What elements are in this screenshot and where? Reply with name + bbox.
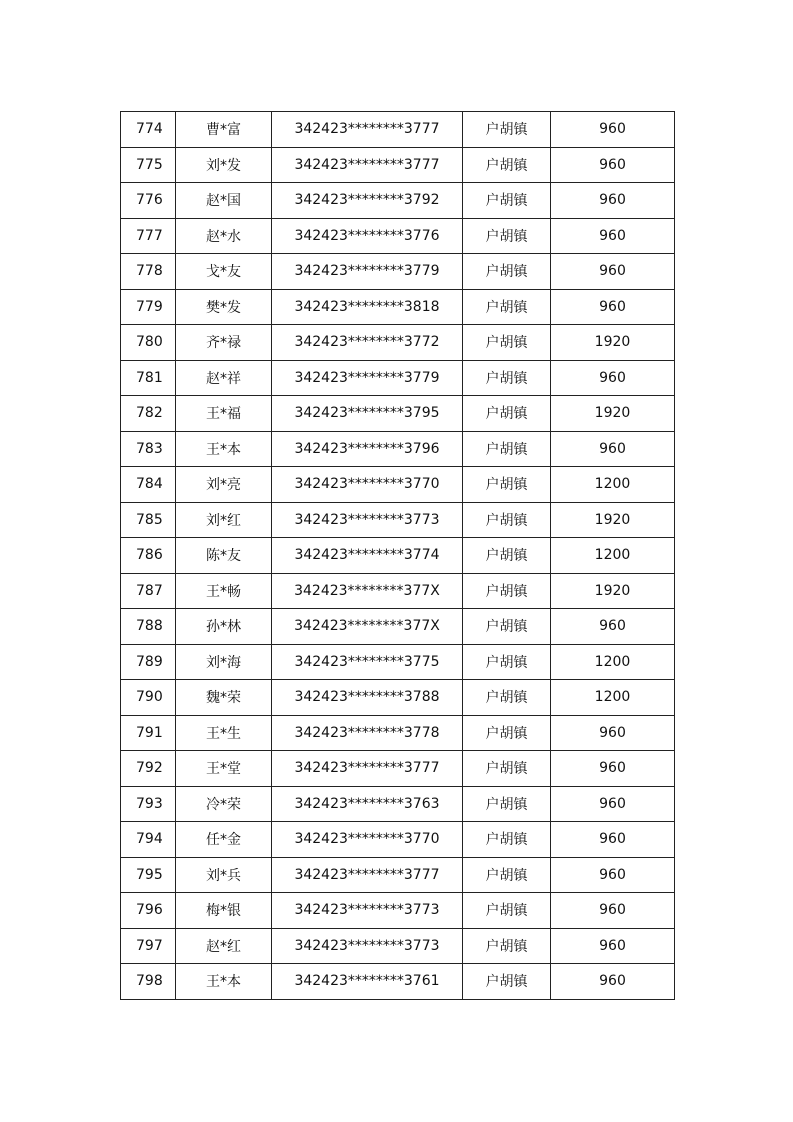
subsidy-table — [120, 111, 675, 1000]
amount-cell: 960 — [551, 112, 675, 148]
name-cell: 冷*荣 — [176, 786, 272, 822]
id-number-cell: 342423********3761 — [272, 964, 463, 1000]
row-number-cell: 777 — [121, 218, 176, 254]
id-number-cell: 342423********3779 — [272, 360, 463, 396]
id-number-cell: 342423********3792 — [272, 183, 463, 219]
row-number-cell: 795 — [121, 857, 176, 893]
id-number-cell: 342423********3779 — [272, 254, 463, 290]
amount-cell: 960 — [551, 289, 675, 325]
name-cell: 赵*红 — [176, 928, 272, 964]
row-number-cell: 791 — [121, 715, 176, 751]
town-cell: 户胡镇 — [463, 964, 551, 1000]
name-cell: 王*本 — [176, 964, 272, 1000]
table-row — [121, 431, 675, 467]
amount-cell: 1920 — [551, 325, 675, 361]
id-number-cell: 342423********3777 — [272, 751, 463, 787]
town-cell: 户胡镇 — [463, 254, 551, 290]
town-cell: 户胡镇 — [463, 147, 551, 183]
table-row — [121, 147, 675, 183]
town-cell: 户胡镇 — [463, 325, 551, 361]
name-cell: 戈*友 — [176, 254, 272, 290]
table-row — [121, 609, 675, 645]
name-cell: 王*本 — [176, 431, 272, 467]
town-cell: 户胡镇 — [463, 644, 551, 680]
town-cell: 户胡镇 — [463, 786, 551, 822]
table-row — [121, 183, 675, 219]
name-cell: 赵*水 — [176, 218, 272, 254]
town-cell: 户胡镇 — [463, 715, 551, 751]
id-number-cell: 342423********3770 — [272, 467, 463, 503]
name-cell: 王*福 — [176, 396, 272, 432]
id-number-cell: 342423********3770 — [272, 822, 463, 858]
town-cell: 户胡镇 — [463, 360, 551, 396]
name-cell: 魏*荣 — [176, 680, 272, 716]
name-cell: 任*金 — [176, 822, 272, 858]
table-row — [121, 857, 675, 893]
id-number-cell: 342423********3796 — [272, 431, 463, 467]
amount-cell: 960 — [551, 431, 675, 467]
table-row — [121, 751, 675, 787]
amount-cell: 960 — [551, 183, 675, 219]
town-cell: 户胡镇 — [463, 893, 551, 929]
table-body — [121, 112, 675, 1000]
amount-cell: 960 — [551, 218, 675, 254]
town-cell: 户胡镇 — [463, 680, 551, 716]
name-cell: 陈*友 — [176, 538, 272, 574]
row-number-cell: 793 — [121, 786, 176, 822]
name-cell: 刘*兵 — [176, 857, 272, 893]
town-cell: 户胡镇 — [463, 218, 551, 254]
town-cell: 户胡镇 — [463, 928, 551, 964]
amount-cell: 960 — [551, 893, 675, 929]
town-cell: 户胡镇 — [463, 431, 551, 467]
row-number-cell: 776 — [121, 183, 176, 219]
town-cell: 户胡镇 — [463, 502, 551, 538]
amount-cell: 1920 — [551, 573, 675, 609]
amount-cell: 960 — [551, 786, 675, 822]
row-number-cell: 783 — [121, 431, 176, 467]
id-number-cell: 342423********377X — [272, 609, 463, 645]
row-number-cell: 787 — [121, 573, 176, 609]
name-cell: 王*堂 — [176, 751, 272, 787]
table-row — [121, 502, 675, 538]
id-number-cell: 342423********3776 — [272, 218, 463, 254]
name-cell: 刘*海 — [176, 644, 272, 680]
row-number-cell: 774 — [121, 112, 176, 148]
amount-cell: 1200 — [551, 644, 675, 680]
name-cell: 刘*亮 — [176, 467, 272, 503]
amount-cell: 960 — [551, 609, 675, 645]
row-number-cell: 779 — [121, 289, 176, 325]
table-row — [121, 254, 675, 290]
row-number-cell: 797 — [121, 928, 176, 964]
id-number-cell: 342423********3795 — [272, 396, 463, 432]
table-row — [121, 289, 675, 325]
table-row — [121, 396, 675, 432]
amount-cell: 1200 — [551, 467, 675, 503]
amount-cell: 1200 — [551, 538, 675, 574]
table-row — [121, 644, 675, 680]
id-number-cell: 342423********3763 — [272, 786, 463, 822]
id-number-cell: 342423********3772 — [272, 325, 463, 361]
row-number-cell: 781 — [121, 360, 176, 396]
name-cell: 赵*国 — [176, 183, 272, 219]
table-row — [121, 715, 675, 751]
table-row — [121, 112, 675, 148]
row-number-cell: 782 — [121, 396, 176, 432]
town-cell: 户胡镇 — [463, 112, 551, 148]
id-number-cell: 342423********3773 — [272, 893, 463, 929]
name-cell: 刘*红 — [176, 502, 272, 538]
table-row — [121, 964, 675, 1000]
amount-cell: 960 — [551, 964, 675, 1000]
town-cell: 户胡镇 — [463, 822, 551, 858]
row-number-cell: 775 — [121, 147, 176, 183]
row-number-cell: 778 — [121, 254, 176, 290]
name-cell: 梅*银 — [176, 893, 272, 929]
id-number-cell: 342423********3773 — [272, 928, 463, 964]
amount-cell: 960 — [551, 751, 675, 787]
name-cell: 王*生 — [176, 715, 272, 751]
town-cell: 户胡镇 — [463, 289, 551, 325]
amount-cell: 960 — [551, 147, 675, 183]
town-cell: 户胡镇 — [463, 467, 551, 503]
row-number-cell: 785 — [121, 502, 176, 538]
row-number-cell: 796 — [121, 893, 176, 929]
amount-cell: 960 — [551, 822, 675, 858]
id-number-cell: 342423********377X — [272, 573, 463, 609]
amount-cell: 1920 — [551, 396, 675, 432]
id-number-cell: 342423********3774 — [272, 538, 463, 574]
amount-cell: 1920 — [551, 502, 675, 538]
name-cell: 赵*祥 — [176, 360, 272, 396]
id-number-cell: 342423********3773 — [272, 502, 463, 538]
table-row — [121, 360, 675, 396]
town-cell: 户胡镇 — [463, 857, 551, 893]
amount-cell: 960 — [551, 857, 675, 893]
id-number-cell: 342423********3788 — [272, 680, 463, 716]
id-number-cell: 342423********3775 — [272, 644, 463, 680]
table-row — [121, 786, 675, 822]
table-row — [121, 573, 675, 609]
name-cell: 齐*禄 — [176, 325, 272, 361]
row-number-cell: 786 — [121, 538, 176, 574]
amount-cell: 960 — [551, 715, 675, 751]
town-cell: 户胡镇 — [463, 609, 551, 645]
table-row — [121, 467, 675, 503]
id-number-cell: 342423********3777 — [272, 112, 463, 148]
amount-cell: 1200 — [551, 680, 675, 716]
table-row — [121, 325, 675, 361]
row-number-cell: 798 — [121, 964, 176, 1000]
table-row — [121, 218, 675, 254]
amount-cell: 960 — [551, 360, 675, 396]
name-cell: 王*畅 — [176, 573, 272, 609]
table-row — [121, 893, 675, 929]
table-row — [121, 680, 675, 716]
name-cell: 刘*发 — [176, 147, 272, 183]
town-cell: 户胡镇 — [463, 573, 551, 609]
name-cell: 孙*林 — [176, 609, 272, 645]
id-number-cell: 342423********3778 — [272, 715, 463, 751]
name-cell: 曹*富 — [176, 112, 272, 148]
town-cell: 户胡镇 — [463, 183, 551, 219]
id-number-cell: 342423********3777 — [272, 147, 463, 183]
row-number-cell: 790 — [121, 680, 176, 716]
id-number-cell: 342423********3777 — [272, 857, 463, 893]
name-cell: 樊*发 — [176, 289, 272, 325]
row-number-cell: 780 — [121, 325, 176, 361]
row-number-cell: 788 — [121, 609, 176, 645]
town-cell: 户胡镇 — [463, 538, 551, 574]
amount-cell: 960 — [551, 928, 675, 964]
town-cell: 户胡镇 — [463, 751, 551, 787]
id-number-cell: 342423********3818 — [272, 289, 463, 325]
row-number-cell: 784 — [121, 467, 176, 503]
row-number-cell: 792 — [121, 751, 176, 787]
row-number-cell: 789 — [121, 644, 176, 680]
table-row — [121, 928, 675, 964]
row-number-cell: 794 — [121, 822, 176, 858]
table-row — [121, 538, 675, 574]
town-cell: 户胡镇 — [463, 396, 551, 432]
table-row — [121, 822, 675, 858]
amount-cell: 960 — [551, 254, 675, 290]
